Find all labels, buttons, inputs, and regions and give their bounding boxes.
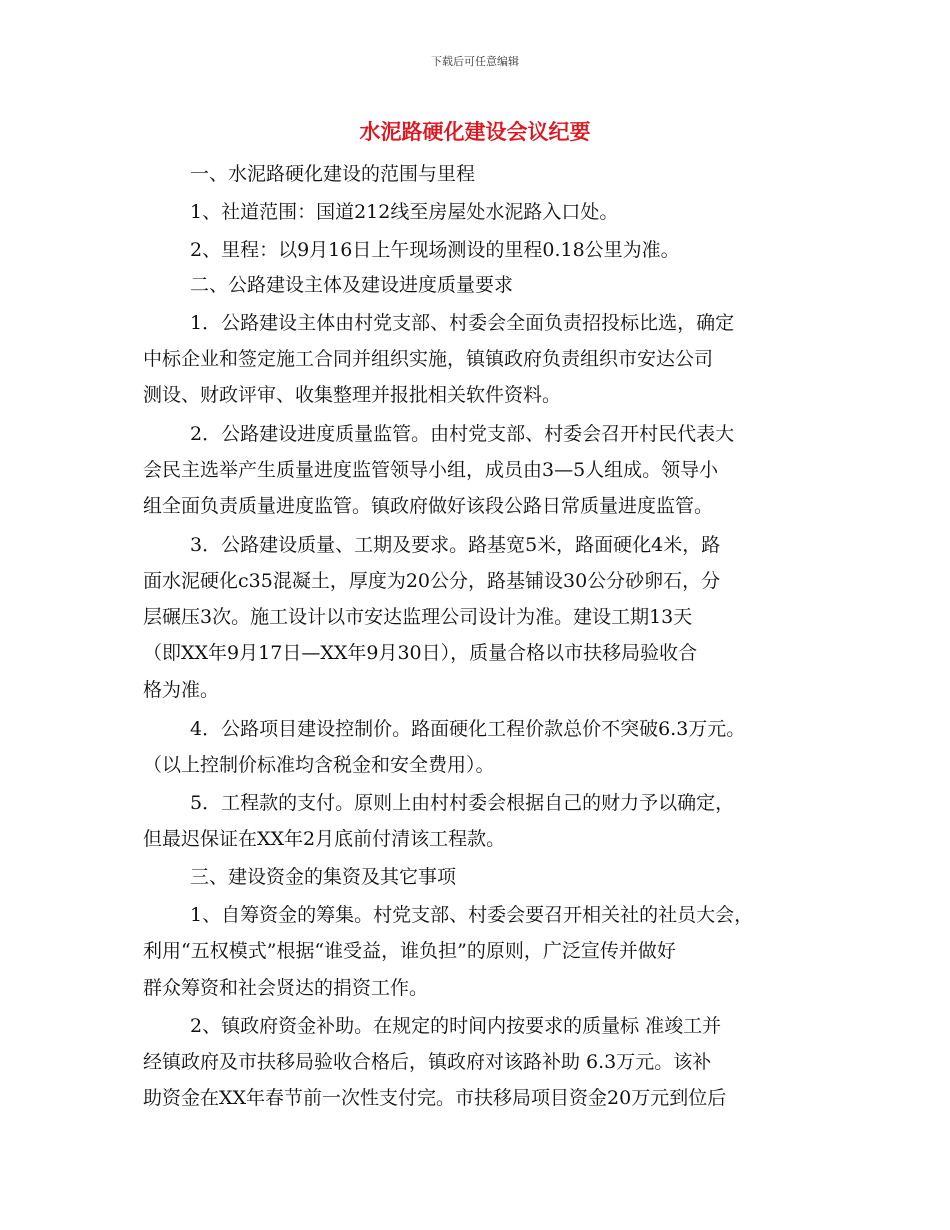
paragraph-line: 三、建设资金的集资及其它事项 <box>190 866 457 888</box>
paragraph-line: 助资金在XX年春节前一次性支付完。市扶移局项目资金20万元到位后 <box>143 1087 727 1109</box>
paragraph-line: 但最迟保证在XX年2月底前付清该工程款。 <box>143 828 506 850</box>
paragraph-line: 经镇政府及市扶移局验收合格后，镇政府对该路补助 6.3万元。该补 <box>143 1051 712 1073</box>
paragraph-line: 一、水泥路硬化建设的范围与里程 <box>190 163 476 185</box>
paragraph-line: 面水泥硬化c35混凝土，厚度为20公分，路基铺设30公分砂卵石，分 <box>143 570 721 592</box>
paragraph-line: 群众筹资和社会贤达的捐资工作。 <box>143 977 429 999</box>
paragraph-line: 5．工程款的支付。原则上由村村委会根据自己的财力予以确定， <box>190 792 735 814</box>
paragraph-line: 会民主选举产生质量进度监管领导小组，成员由3—5人组成。领导小 <box>143 459 719 481</box>
paragraph-line: 4．公路项目建设控制价。路面硬化工程价款总价不突破6.3万元。 <box>190 718 746 740</box>
page-header: 下载后可任意编辑 <box>431 55 519 68</box>
paragraph-line: 1．公路建设主体由村党支部、村委会全面负责招投标比选，确定 <box>190 312 735 334</box>
document-title: 水泥路硬化建设会议纪要 <box>359 119 591 144</box>
paragraph-line: 二、公路建设主体及建设进度质量要求 <box>190 274 514 296</box>
paragraph-line: 3．公路建设质量、工期及要求。路基宽5米，路面硬化4米，路 <box>190 534 721 556</box>
paragraph-line: 2、镇政府资金补助。在规定的时间内按要求的质量标 准竣工并 <box>190 1015 722 1037</box>
paragraph-line: 1、社道范围：国道212线至房屋处水泥路入口处。 <box>190 201 619 223</box>
paragraph-line: 中标企业和签定施工合同并组织实施，镇镇政府负责组织市安达公司 <box>143 348 714 370</box>
paragraph-line: 层碾压3次。施工设计以市安达监理公司设计为准。建设工期13天 <box>143 606 693 628</box>
paragraph-line: （以上控制价标准均含税金和安全费用）。 <box>143 754 495 776</box>
paragraph-line: 利用“五权模式”根据“谁受益，谁负担”的原则，广泛宣传并做好 <box>143 940 676 962</box>
paragraph-line: 格为准。 <box>143 679 220 701</box>
paragraph-line: （即XX年9月17日—XX年9月30日），质量合格以市扶移局验收合 <box>143 642 698 664</box>
paragraph-line: 测设、财政评审、收集整理并报批相关软件资料。 <box>143 384 562 406</box>
paragraph-line: 2、里程：以9月16日上午现场测设的里程0.18公里为准。 <box>190 239 680 261</box>
paragraph-line: 2．公路建设进度质量监管。由村党支部、村委会召开村民代表大 <box>190 423 735 445</box>
paragraph-line: 1、自筹资金的筹集。村党支部、村委会要召开相关社的社员大会， <box>190 904 754 926</box>
paragraph-line: 组全面负责质量进度监管。镇政府做好该段公路日常质量进度监管。 <box>143 495 714 517</box>
